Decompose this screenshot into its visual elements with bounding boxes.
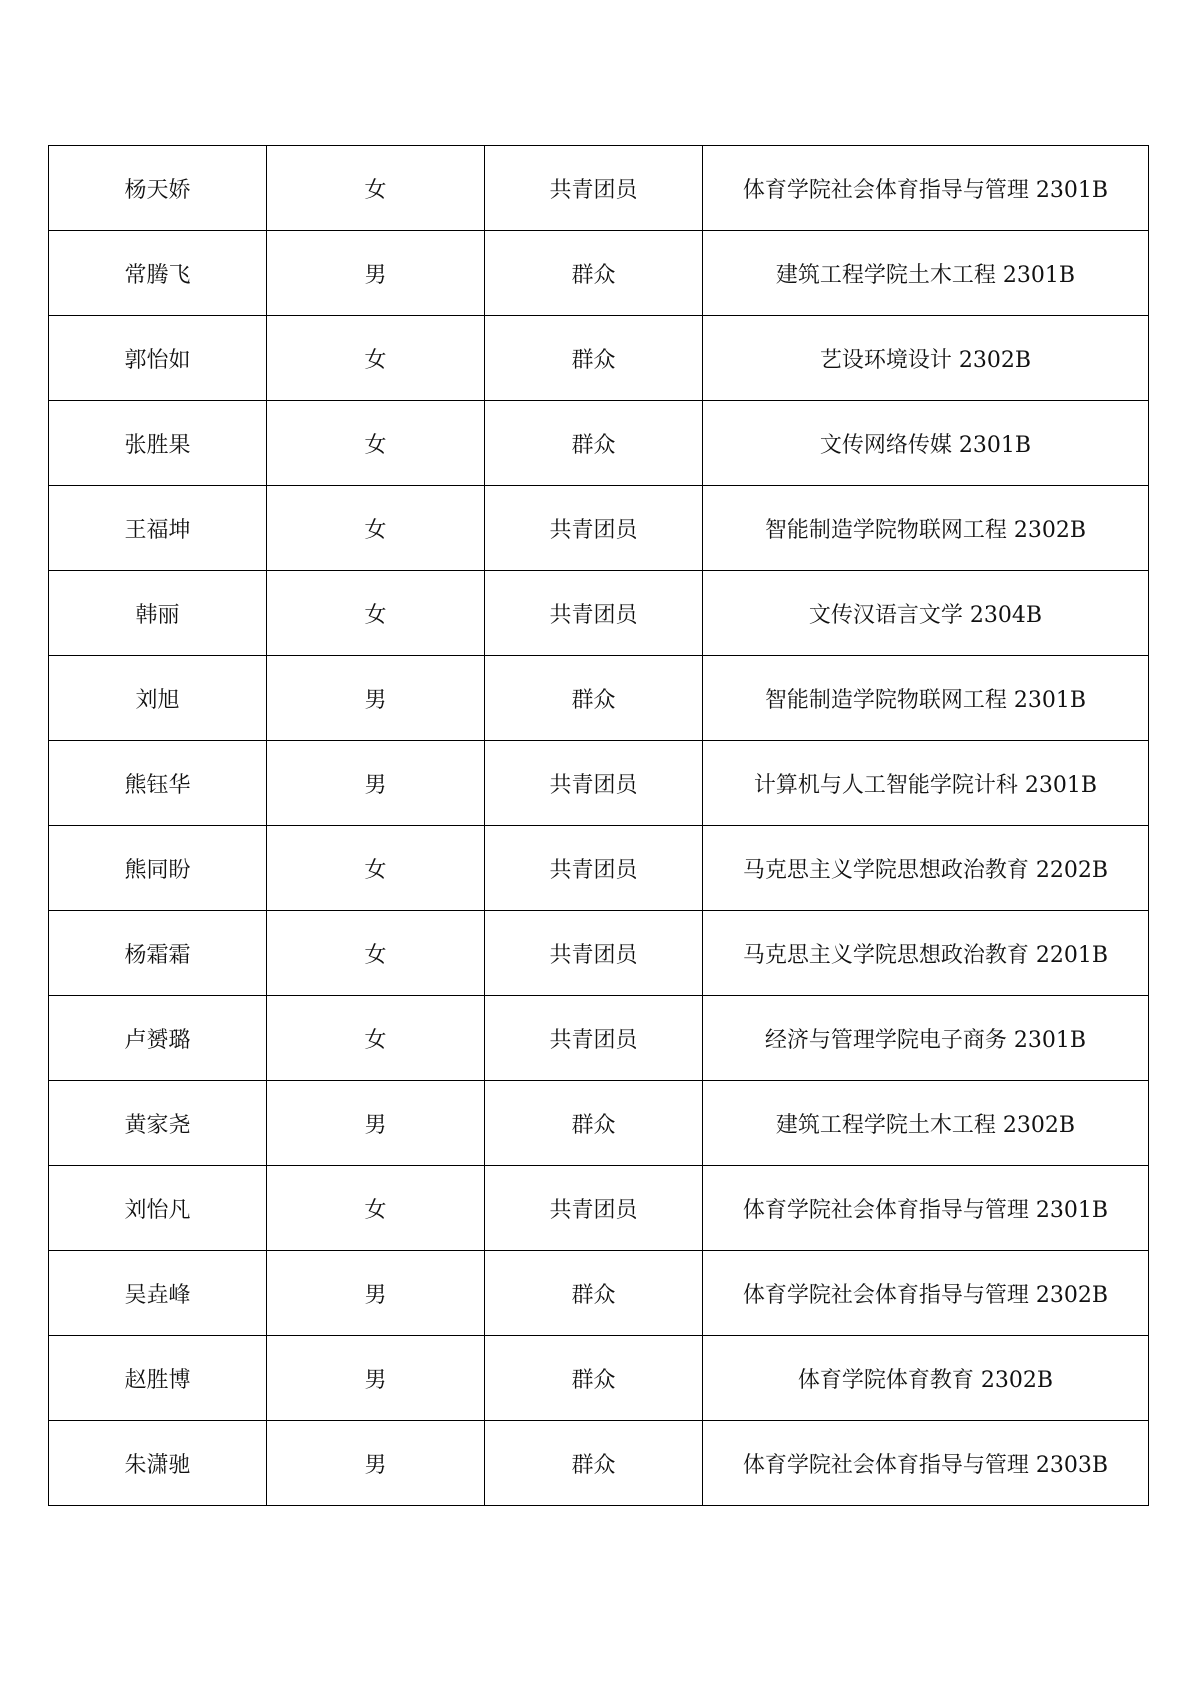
table-row [49,1081,1149,1166]
name-cell: 张胜果 [49,401,267,486]
class-cell: 文传汉语言文学 2304B [703,571,1149,656]
political-status-cell: 群众 [485,1251,703,1336]
class-cell: 艺设环境设计 2302B [703,316,1149,401]
name-cell: 刘怡凡 [49,1166,267,1251]
political-status-cell: 共青团员 [485,741,703,826]
gender-cell: 女 [267,826,485,911]
gender-cell: 男 [267,1081,485,1166]
gender-cell: 女 [267,401,485,486]
political-status-cell: 群众 [485,316,703,401]
political-status-cell: 共青团员 [485,996,703,1081]
name-cell: 熊同盼 [49,826,267,911]
gender-cell: 女 [267,1166,485,1251]
class-cell: 马克思主义学院思想政治教育 2201B [703,911,1149,996]
gender-cell: 男 [267,1251,485,1336]
political-status-cell: 群众 [485,1081,703,1166]
class-cell: 体育学院体育教育 2302B [703,1336,1149,1421]
political-status-cell: 群众 [485,401,703,486]
table-row [49,401,1149,486]
class-cell: 体育学院社会体育指导与管理 2301B [703,146,1149,231]
name-cell: 熊钰华 [49,741,267,826]
political-status-cell: 共青团员 [485,571,703,656]
political-status-cell: 共青团员 [485,1166,703,1251]
table-row [49,1166,1149,1251]
gender-cell: 男 [267,741,485,826]
table-row [49,231,1149,316]
political-status-cell: 共青团员 [485,911,703,996]
table-row [49,1251,1149,1336]
political-status-cell: 共青团员 [485,486,703,571]
gender-cell: 女 [267,146,485,231]
political-status-cell: 共青团员 [485,826,703,911]
table-row [49,911,1149,996]
gender-cell: 男 [267,1421,485,1506]
table-row [49,656,1149,741]
table-row [49,486,1149,571]
gender-cell: 女 [267,571,485,656]
political-status-cell: 群众 [485,1336,703,1421]
name-cell: 郭怡如 [49,316,267,401]
class-cell: 文传网络传媒 2301B [703,401,1149,486]
name-cell: 黄家尧 [49,1081,267,1166]
class-cell: 智能制造学院物联网工程 2302B [703,486,1149,571]
political-status-cell: 群众 [485,231,703,316]
student-table [48,145,1149,1506]
table-row [49,146,1149,231]
gender-cell: 男 [267,656,485,741]
table-row [49,741,1149,826]
political-status-cell: 共青团员 [485,146,703,231]
class-cell: 马克思主义学院思想政治教育 2202B [703,826,1149,911]
name-cell: 韩丽 [49,571,267,656]
class-cell: 体育学院社会体育指导与管理 2302B [703,1251,1149,1336]
name-cell: 朱潇驰 [49,1421,267,1506]
name-cell: 卢赟璐 [49,996,267,1081]
table-row [49,996,1149,1081]
table-row [49,571,1149,656]
gender-cell: 女 [267,486,485,571]
table-row [49,1336,1149,1421]
name-cell: 常腾飞 [49,231,267,316]
table-row [49,316,1149,401]
class-cell: 体育学院社会体育指导与管理 2301B [703,1166,1149,1251]
class-cell: 建筑工程学院土木工程 2301B [703,231,1149,316]
gender-cell: 女 [267,996,485,1081]
class-cell: 计算机与人工智能学院计科 2301B [703,741,1149,826]
name-cell: 杨霜霜 [49,911,267,996]
gender-cell: 女 [267,316,485,401]
table-row [49,826,1149,911]
name-cell: 刘旭 [49,656,267,741]
student-table-body [49,146,1149,1506]
class-cell: 经济与管理学院电子商务 2301B [703,996,1149,1081]
gender-cell: 男 [267,231,485,316]
political-status-cell: 群众 [485,1421,703,1506]
table-row [49,1421,1149,1506]
class-cell: 体育学院社会体育指导与管理 2303B [703,1421,1149,1506]
class-cell: 建筑工程学院土木工程 2302B [703,1081,1149,1166]
gender-cell: 女 [267,911,485,996]
class-cell: 智能制造学院物联网工程 2301B [703,656,1149,741]
gender-cell: 男 [267,1336,485,1421]
name-cell: 王福坤 [49,486,267,571]
name-cell: 赵胜博 [49,1336,267,1421]
name-cell: 杨天娇 [49,146,267,231]
political-status-cell: 群众 [485,656,703,741]
name-cell: 吴垚峰 [49,1251,267,1336]
